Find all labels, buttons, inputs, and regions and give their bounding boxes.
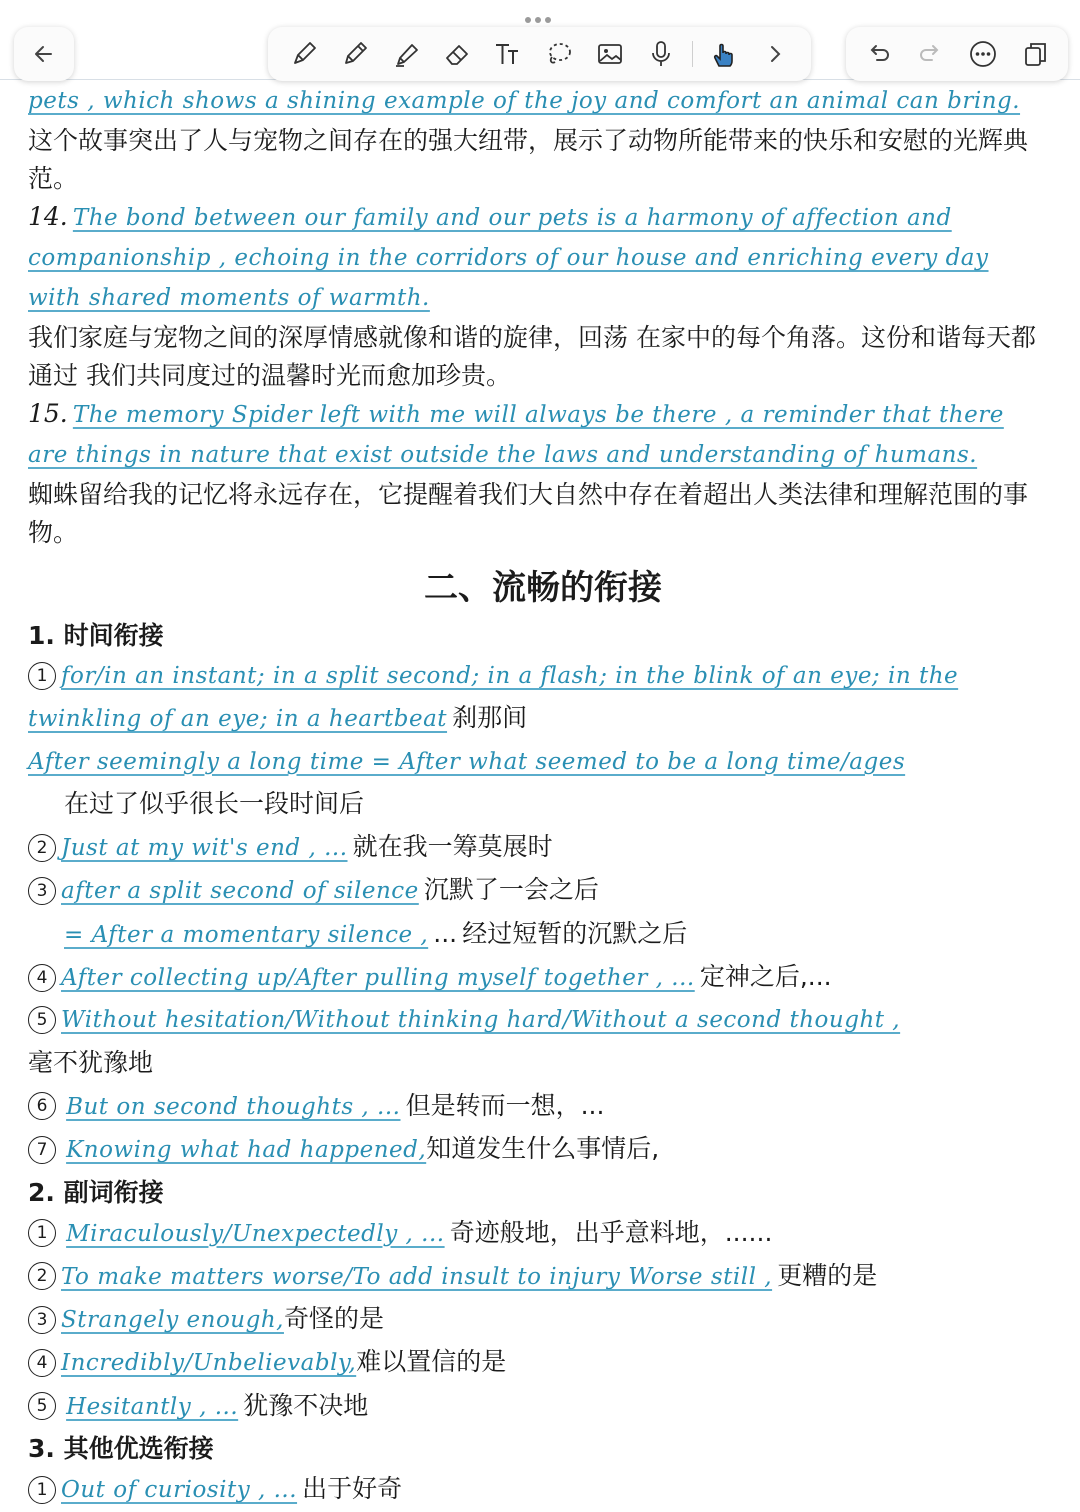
handwriting-line: After seemingly a long time = After what seemed to be a long time/ages (28, 748, 906, 775)
back-button[interactable] (14, 27, 74, 81)
translation-text: 更糟的是 (777, 1260, 878, 1290)
translation-text: 刹那间 (452, 703, 528, 733)
list-item (28, 827, 1058, 870)
circled-number: 2 (28, 834, 56, 862)
handwriting-line: after a split second of silence (61, 878, 419, 905)
handwriting-line: with shared moments of warmth. (28, 285, 430, 311)
more-icon[interactable] (963, 34, 1003, 74)
translation-text: 我们家庭与宠物之间的深厚情感就像和谐的旋律，回荡 在家中的每个角落。这份和谐每天都通过 我们共同度过的温馨时光而愈加珍贵。 (28, 323, 1036, 390)
handwriting-line: Hesitantly , ... (66, 1393, 239, 1420)
handwriting-line: But on second thoughts , ... (66, 1093, 401, 1120)
handwriting-line: companionship , echoing in the corridors of our house and enriching every day (28, 245, 989, 271)
subsection-heading: 1. 时间衔接 (28, 621, 164, 650)
list-item (28, 1000, 1058, 1042)
translation-text: 蜘蛛留给我的记忆将永远存在，它提醒着我们大自然中存在着超出人类法律和理解范围的事物。 (28, 480, 1029, 547)
translation-text: 知道发生什么事情后, (426, 1134, 660, 1164)
item-number: 15. (28, 399, 68, 428)
handwriting-line: for/in an instant; in a split second; in a flash; in the blink of an eye; in the (61, 663, 959, 689)
circled-number: 4 (28, 964, 56, 992)
circled-number: 2 (28, 1262, 56, 1290)
document-toolbar (846, 27, 1068, 81)
pen-icon[interactable] (284, 34, 324, 74)
translation-text: 在过了似乎很长一段时间后 (64, 788, 365, 818)
list-item (28, 870, 1058, 913)
handwriting-line: Incredibly/Unbelievably, (61, 1350, 357, 1377)
handwriting-line: Miraculously/Unexpectedly , ... (66, 1220, 445, 1247)
lasso-icon[interactable] (539, 34, 579, 74)
handwriting-line: are things in nature that exist outside the laws and understanding of humans. (28, 442, 978, 468)
example-block-13 (28, 82, 1058, 198)
handwriting-line: The memory Spider left with me will always be there , a reminder that there (72, 402, 1004, 428)
hand-touch-icon[interactable] (704, 34, 744, 74)
circled-number: 3 (28, 1306, 56, 1334)
handwriting-line: = After a momentary silence , (64, 921, 429, 948)
list-item (28, 957, 1058, 1000)
circled-number: 1 (28, 1476, 56, 1504)
translation-text: 犹豫不决地 (243, 1390, 369, 1420)
circled-number: 6 (28, 1092, 56, 1120)
subsection-heading: 3. 其他优选衔接 (28, 1434, 214, 1464)
ellipsis-text: ... (433, 918, 458, 948)
note-content (28, 82, 1058, 1512)
toolbar-separator (692, 41, 693, 67)
translation-text: 难以置信的是 (356, 1347, 507, 1377)
circled-number: 5 (28, 1006, 56, 1034)
list-item (28, 1129, 1058, 1172)
translation-text: 奇迹般地，出乎意料地，...... (449, 1217, 773, 1247)
note-page[interactable] (0, 82, 1080, 1504)
pencil-icon[interactable] (335, 34, 375, 74)
list-item (28, 1299, 1058, 1342)
list-item (28, 656, 1058, 698)
handwriting-line: Out of curiosity , ... (61, 1477, 298, 1504)
translation-text: 这个故事突出了人与宠物之间存在的强大纽带，展示了动物所能带来的快乐和安慰的光辉典范。 (28, 126, 1029, 193)
subsection-heading: 2. 副词衔接 (28, 1177, 164, 1207)
list-item (28, 1342, 1058, 1385)
example-block-15 (28, 395, 1058, 552)
image-icon[interactable] (590, 34, 630, 74)
handwriting-line: twinkling of an eye; in a heartbeat (28, 706, 448, 733)
handwriting-line: pets , which shows a shining example of the joy and comfort an animal can bring. (28, 88, 1021, 114)
handwriting-line: Without hesitation/Without thinking hard/Without a second thought , (61, 1007, 901, 1034)
circled-number: 7 (28, 1136, 56, 1164)
handwriting-line: Just at my wit's end , ... (61, 835, 348, 862)
list-item-continued (28, 742, 1058, 784)
highlighter-icon[interactable] (386, 34, 426, 74)
text-tool-icon[interactable] (488, 34, 528, 74)
circled-number: 3 (28, 877, 56, 905)
list-item-continued (28, 1043, 1058, 1086)
translation-text: 但是转而一想，... (405, 1090, 605, 1120)
chevron-right-icon[interactable] (755, 34, 795, 74)
drawing-toolbar (268, 27, 811, 81)
handwriting-line: To make matters worse/To add insult to injury Worse still , (61, 1263, 773, 1290)
handwriting-line: After collecting up/After pulling myself together , ... (61, 965, 695, 992)
circled-number: 4 (28, 1349, 56, 1377)
handwriting-line: Knowing what had happened, (66, 1137, 427, 1164)
list-item-continued (28, 914, 1058, 957)
undo-icon[interactable] (858, 34, 898, 74)
eraser-icon[interactable] (437, 34, 477, 74)
translation-text: 出于好奇 (302, 1474, 403, 1504)
item-number: 14. (28, 202, 68, 231)
section-title: 二、流畅的衔接 (424, 568, 662, 608)
translation-text: 沉默了一会之后 (423, 875, 599, 905)
circled-number: 1 (28, 662, 56, 690)
handwriting-line: Strangely enough, (61, 1307, 284, 1334)
list-item (28, 1469, 1058, 1512)
translation-text: 就在我一筹莫展时 (352, 832, 553, 862)
list-item-continued (28, 784, 1058, 827)
translation-text: 毫不犹豫地 (28, 1047, 154, 1077)
window-grabber[interactable] (523, 8, 557, 18)
translation-text: 奇怪的是 (283, 1304, 384, 1334)
list-item (28, 1256, 1058, 1299)
example-block-14 (28, 198, 1058, 395)
microphone-icon[interactable] (641, 34, 681, 74)
pages-icon[interactable] (1016, 34, 1056, 74)
translation-text: 经过短暂的沉默之后 (462, 918, 688, 948)
list-item-continued (28, 698, 1058, 741)
circled-number: 5 (28, 1392, 56, 1420)
circled-number: 1 (28, 1219, 56, 1247)
list-item (28, 1386, 1058, 1429)
redo-icon[interactable] (911, 34, 951, 74)
handwriting-line: The bond between our family and our pets is a harmony of affection and (72, 205, 952, 231)
arrow-left-icon (24, 34, 64, 74)
translation-text: 定神之后,... (699, 962, 832, 992)
list-item (28, 1086, 1058, 1129)
list-item (28, 1213, 1058, 1256)
